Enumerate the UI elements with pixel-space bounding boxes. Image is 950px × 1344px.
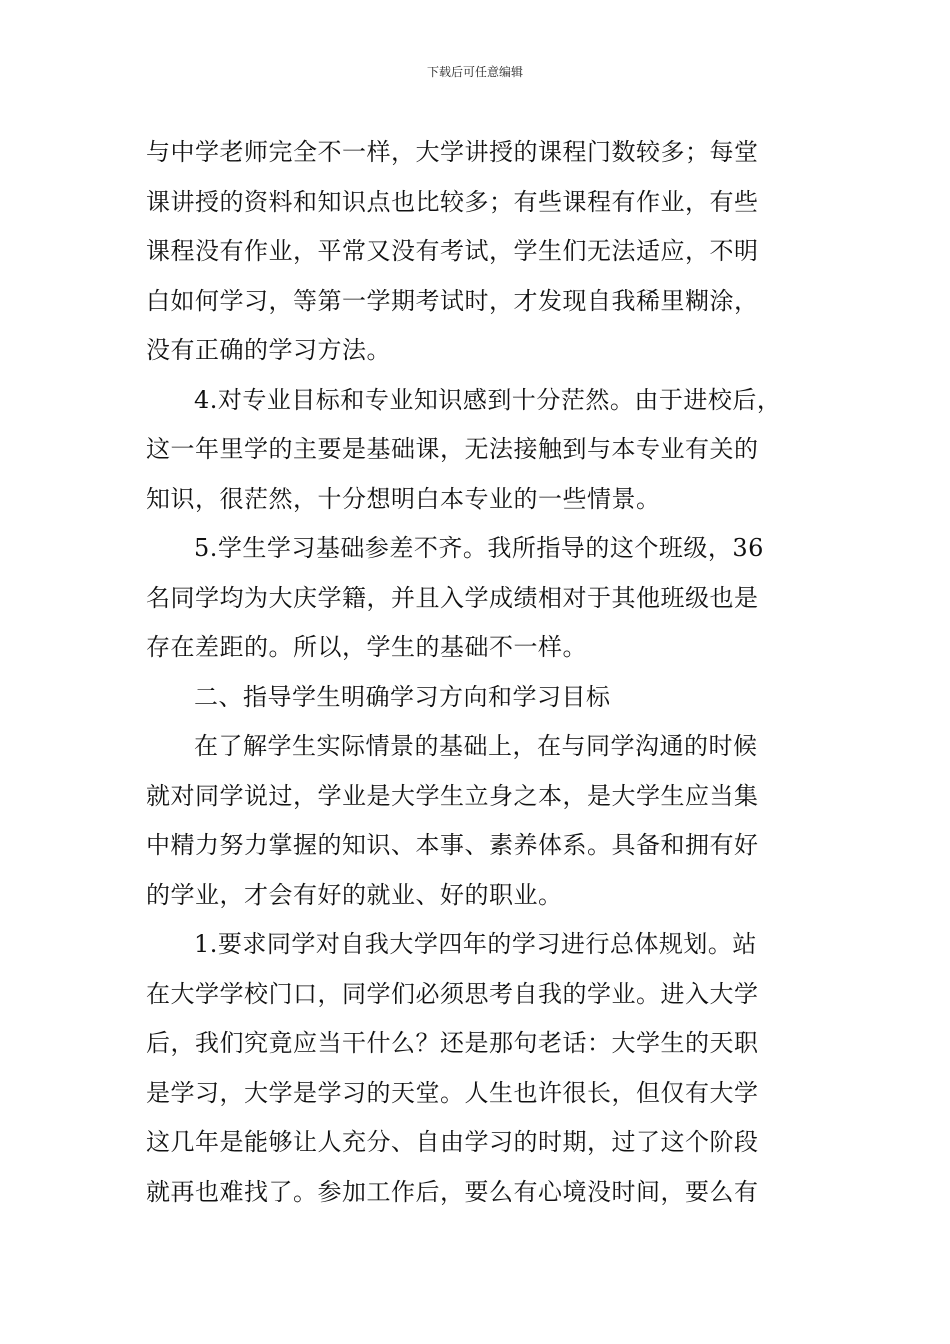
- paragraph-start-line: 在了解学生实际情景的基础上，在与同学沟通的时候: [194, 732, 758, 760]
- text-line: 中精力努力掌握的知识、本事、素养体系。具备和拥有好: [146, 831, 759, 859]
- text-line: 这几年是能够让人充分、自由学习的时期，过了这个阶段: [146, 1128, 759, 1156]
- page-header: 下载后可任意编辑: [426, 65, 523, 79]
- document-body: [146, 128, 818, 1217]
- text-line: 课讲授的资料和知识点也比较多；有些课程有作业，有些: [146, 187, 759, 216]
- text-line: 知识，很茫然，十分想明白本专业的一些情景。: [146, 484, 661, 513]
- paragraph-start-line: 5.学生学习基础参差不齐。我所指导的这个班级，36: [194, 534, 764, 562]
- text-line: 是学习，大学是学习的天堂。人生也许很长，但仅有大学: [146, 1078, 759, 1107]
- text-line: 在大学学校门口，同学们必须思考自我的学业。进入大学: [146, 979, 759, 1008]
- paragraph-start-line: 4.对专业目标和专业知识感到十分茫然。由于进校后，: [194, 385, 782, 414]
- text-line: 课程没有作业，平常又没有考试，学生们无法适应，不明: [146, 237, 759, 265]
- paragraph-start-line: 1.要求同学对自我大学四年的学习进行总体规划。站: [194, 930, 757, 958]
- text-line: 就对同学说过，学业是大学生立身之本，是大学生应当集: [146, 781, 759, 810]
- text-line: 的学业，才会有好的就业、好的职业。: [146, 880, 563, 909]
- text-line: 就再也难找了。参加工作后，要么有心境没时间，要么有: [146, 1177, 759, 1206]
- text-line: 与中学老师完全不一样，大学讲授的课程门数较多；每堂: [146, 138, 759, 166]
- section-heading: 二、指导学生明确学习方向和学习目标: [194, 682, 611, 711]
- text-line: 存在差距的。所以，学生的基础不一样。: [146, 633, 587, 661]
- text-line: 后，我们究竟应当干什么？还是那句老话：大学生的天职: [146, 1029, 759, 1057]
- text-line: 白如何学习，等第一学期考试时，才发现自我稀里糊涂，: [146, 286, 759, 315]
- text-line: 没有正确的学习方法。: [146, 336, 391, 364]
- text-line: 名同学均为大庆学籍，并且入学成绩相对于其他班级也是: [146, 583, 759, 612]
- text-line: 这一年里学的主要是基础课，无法接触到与本专业有关的: [146, 435, 759, 463]
